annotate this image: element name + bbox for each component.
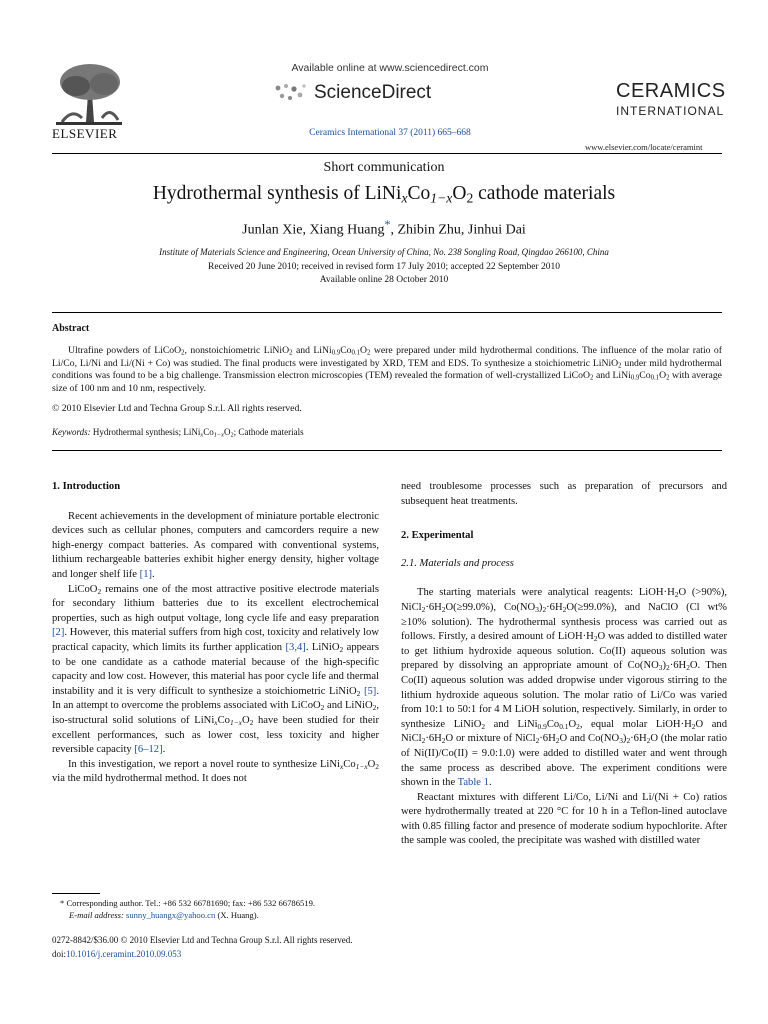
intro-paragraph-2: LiCoO$_2$ remains one of the most attractive positive electrode materials for secondary lithium batteries due to its excellent electrochemical properties, such as high output voltage, long cycle life and easy preparation [2]. However, this material suffers from high cost, toxicity and relatively low practical capacity, which limits its further application [3,4]. LiNiO$_2$ appears to be one candidate as a cathode material because of the high-specific capacity and low cost. However, this material has poor cycle life and thermal instability and it is very difficult to synthesize a stoichiometric LiNiO$_2$ [5]. In an attempt to overcome the problems associated with LiCoO$_2$ and LiNiO$_2$, iso-structural solid solutions of $LiNi_xCo_{1-x}O_2$ have been studied for their excellent performances, such as lower cost, less toxicity and higher reversible capacity [6–12]. xyxy=(52,583,379,756)
ref-1[interactable]: [1] xyxy=(139,568,153,580)
footer-issn: 0272-8842/$36.00 © 2010 Elsevier Ltd and Techna Group S.r.l. All rights reserved. xyxy=(52,935,353,945)
table-1-link[interactable]: Table 1 xyxy=(457,777,489,789)
abstract-bottom-rule xyxy=(52,450,722,451)
footer-doi: doi:10.1016/j.ceramint.2010.09.053 xyxy=(52,949,182,959)
article-type: Short communication xyxy=(323,160,445,175)
keywords: Keywords: Hydrothermal synthesis; $LiNi_xCo_{1-x}O_2$; Cathode materials xyxy=(52,427,304,439)
ref-5[interactable]: [5] xyxy=(363,685,377,697)
subsection-heading-materials: 2.1. Materials and process xyxy=(401,557,514,569)
sciencedirect-dots-icon xyxy=(272,80,312,106)
available-online: Available online at www.sciencedirect.com xyxy=(291,62,489,74)
intro-paragraph-1: Recent achievements in the development of miniature portable electronic devices such as cellular phones, computers and camcorders require a new high-energy compact batteries. As compared with conventional systems, lithium rechargeable batteries exhibit higher energy density, higher voltage and longer shelf life [1]. xyxy=(52,510,379,580)
affiliation: Institute of Materials Science and Engineering, Ocean University of China, No. 238 Songling Road, Qingdao 266100, China xyxy=(159,247,609,257)
author-list: Junlan Xie, Xiang Huang*, Zhibin Zhu, Jinhui Dai xyxy=(242,217,526,238)
received-dates: Received 20 June 2010; received in revised form 17 July 2010; accepted 22 September 2010 xyxy=(208,262,560,272)
intro-paragraph-3: In this investigation, we report a novel route to synthesize $LiNi_xCo_{1-x}O_2$ via the mild hydrothermal method. It does not xyxy=(52,758,379,785)
ref-3-4[interactable]: [3,4] xyxy=(285,641,306,653)
header-rule xyxy=(52,153,722,154)
abstract-top-rule xyxy=(52,312,722,313)
email-link[interactable]: sunny_huangx@yahoo.cn xyxy=(125,910,216,921)
experimental-paragraph-2: Reactant mixtures with different Li/Co, Li/Ni and Li/(Ni + Co) ratios were hydrothermally treated at 220 °C for 10 h in a Teflon-lined autoclave with 0.85 filling factor and presence of moderate sodium hypochlorite. After the sample was cooled, the precipitate was washed with distilled water xyxy=(401,791,727,847)
corresponding-author-mark[interactable]: * xyxy=(384,217,391,231)
left-column xyxy=(52,480,379,787)
sciencedirect-wordmark: ScienceDirect xyxy=(314,82,432,103)
ref-2[interactable]: [2] xyxy=(52,627,65,639)
journal-url[interactable]: www.elsevier.com/locate/ceramint xyxy=(585,142,703,152)
right-column xyxy=(401,480,727,849)
experimental-paragraph-1: The starting materials were analytical reagents: $LiOH\cdot H_2O$ (>90%), $NiCl_2\cdot 6H_2O(\ge 99.0\%)$, $Co(NO_3)_2\cdot 6H_2O(\ge 99.0\%)$, and NaClO (Cl wt% ≥10% solution). The hydrothermal synthesis process was carried out as follows. Firstly, a desired amount of $LiOH\cdot H_2O$ was added to distilled water to get lithium hydroxide aqueous solution. Co(II) aqueous solution was prepared by dissolving an appropriate amount of $Co(NO_3)_2\cdot 6H_2O$. Then Co(II) aqueous solution was added dropwise under vigorous stirring to the lithium hydroxide aqueous solution. The molar ratio of Li/Co was varied from 10:1 to 50:1 for 4 M LiOH solution, respectively. Similarly, in order to synthesize LiNiO$_2$ and $LiNi_{0.9}Co_{0.1}O_2$, equal molar $LiOH\cdot H_2O$ and $NiCl_2\cdot 6H_2O$ or mixture of $NiCl_2\cdot 6H_2O$ and $Co(NO_3)_2\cdot 6H_2O$ (the molar ratio of Ni(II)/Co(II) = 9.0:1.0) were added to distilled water and went through the same process as described above. The experiment conditions were shown in the Table 1. xyxy=(401,587,728,789)
abstract-body: Ultrafine powders of LiCoO$_2$, nonstoichiometric LiNiO$_2$ and $LiNi_{0.9}Co_{0.1}O_2$ were prepared under mild hydrothermal conditions. The influence of the molar ratio of Li/Co, Li/Ni and Li/(Ni + Co) was studied. The final products were investigated by XRD, TEM and EDS. To synthesize a stoichiometric LiNiO$_2$ under mild hydrothermal conditions was found to be a big challenge. Transmission electron microscopies (TEM) revealed the formation of well-crystallized LiCoO$_2$ and $LiNi_{0.9}Co_{0.1}O_2$ with average size of 100 nm and 10 nm, respectively. xyxy=(52,345,723,394)
sciencedirect-logo xyxy=(272,80,482,108)
available-online-date: Available online 28 October 2010 xyxy=(319,275,449,285)
section-heading-introduction: 1. Introduction xyxy=(52,481,121,492)
elsevier-tree-logo xyxy=(52,60,126,126)
journal-reference[interactable]: Ceramics International 37 (2011) 665–668 xyxy=(309,128,471,138)
publisher-name: ELSEVIER xyxy=(52,126,118,141)
abstract-copyright: © 2010 Elsevier Ltd and Techna Group S.r.l. All rights reserved. xyxy=(52,403,302,414)
ref-6-12[interactable]: [6–12] xyxy=(134,744,163,756)
abstract-heading: Abstract xyxy=(52,323,90,334)
intro-continued: need troublesome processes such as preparation of precursors and subsequent heat treatments. xyxy=(401,481,727,507)
footnote-rule xyxy=(52,893,100,894)
doi-link[interactable]: 10.1016/j.ceramint.2010.09.053 xyxy=(66,949,182,959)
section-heading-experimental: 2. Experimental xyxy=(401,530,474,542)
article-title: Hydrothermal synthesis of $LiNi_xCo_{1-x}O_2$ cathode materials xyxy=(152,183,616,206)
journal-title-line1: CERAMICS xyxy=(616,80,726,102)
footnote: * Corresponding author. Tel.: +86 532 66781690; fax: +86 532 66786519. E-mail address: sunny_huangx@yahoo.cn (X. Huang). xyxy=(60,898,316,921)
journal-title-line2: INTERNATIONAL xyxy=(616,104,725,118)
